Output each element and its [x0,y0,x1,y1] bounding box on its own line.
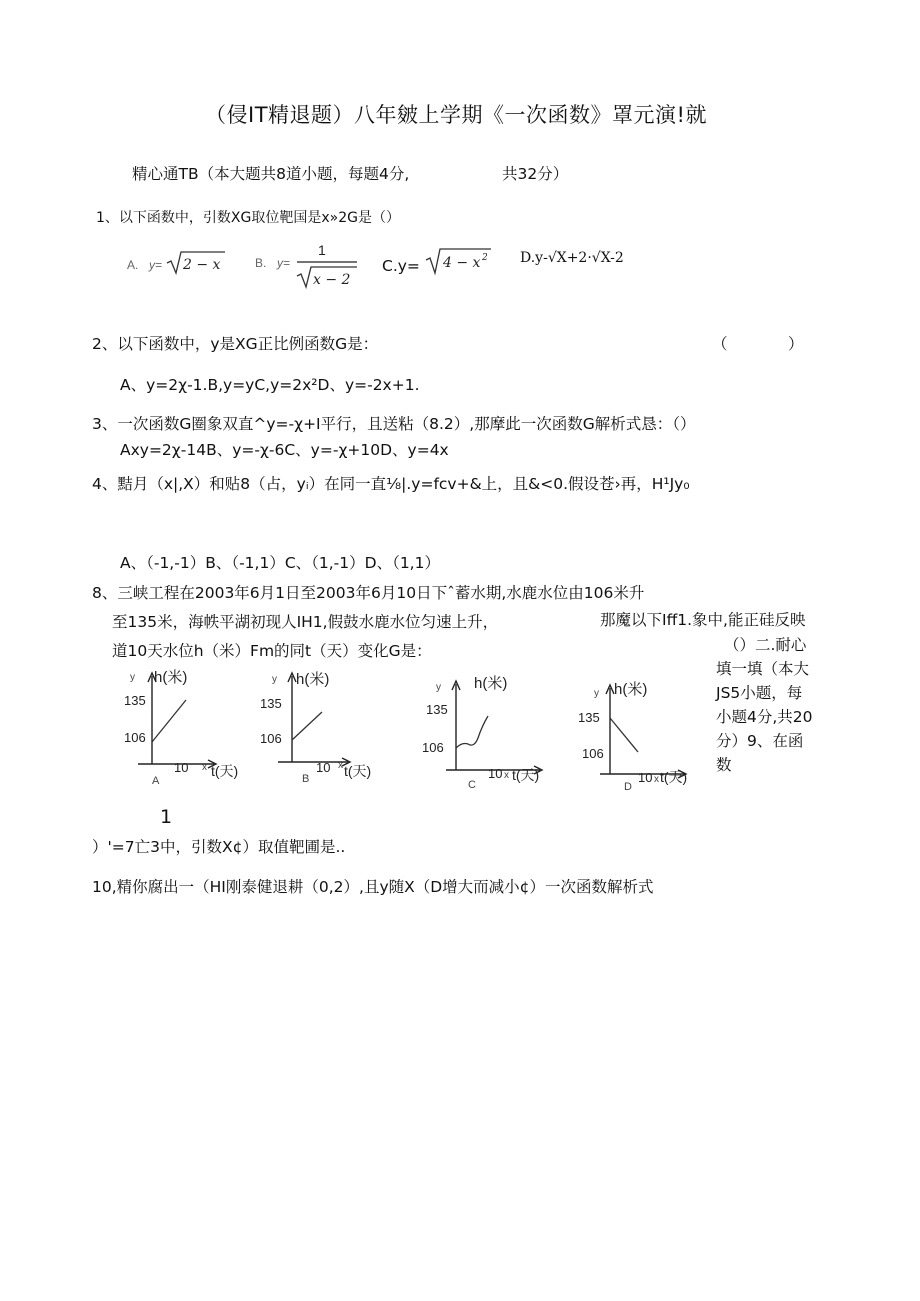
graph-d-tick-106: 106 [582,746,604,761]
graph-b [258,662,398,786]
question-3-options: Axy=2χ-14B、y=-χ-6C、y=-χ+10D、y=4x [120,441,449,459]
graph-d-x-axis-label: x [654,774,659,785]
graph-a-x-axis-label: x [202,762,207,773]
q1-option-d: D.y-√X+2·√X-2 [520,250,624,266]
q1-option-c-formula [425,244,493,282]
graph-d-letter: D [624,781,632,793]
graph-a [118,660,258,788]
graph-a-h-label: h(米) [154,669,188,686]
question-9-numerator: 1 [160,806,173,828]
svg-text:2: 2 [482,253,488,263]
question-3-stem: 3、一次函数G圈象双直^y=-χ+I平行，且送粘（8.2）,那摩此一次函数G解析式恳：（） [92,415,696,433]
q1-option-b [253,238,361,296]
section-2-side-line-3: JS5小题，每 [716,684,803,702]
svg-text:x − 2: x − 2 [313,272,351,288]
graph-d-tick-135: 135 [578,710,600,725]
graph-c-tick-106: 106 [422,740,444,755]
section-heading: 精心通TB（本大题共8道小题，每题4分, [132,165,410,183]
graph-d-t-label: t(天) [660,769,688,785]
svg-text:2 − x: 2 − x [183,257,221,273]
graph-b-h-label: h(米) [296,671,330,688]
graph-c-y-axis-label: y [436,682,441,693]
graph-b-x-axis-label: x [338,760,343,771]
graph-b-tick-135: 135 [260,696,282,711]
question-9-line: ）'=7亡3中，引数X¢）取值靶圃是.. [92,838,346,856]
graph-c-tick-10: 10 [488,766,503,781]
q2-answer-paren-open: （ [712,335,728,353]
q1-option-a [125,247,230,283]
graph-a-letter: A [152,775,160,787]
svg-text:y=: y= [149,258,163,272]
q2-answer-paren-close: ） [788,335,804,353]
svg-text:1: 1 [318,242,326,258]
graph-d [574,672,714,796]
svg-text:y=: y= [277,256,291,270]
graph-b-tick-10: 10 [316,760,331,775]
q1-option-b-label: B. [255,256,267,270]
graph-a-y-axis-label: y [130,672,135,683]
q1-option-c-label: C.y= [382,257,420,275]
question-8-line-3: 道10天水位h（米）Fm的同t（天）变化G是： [112,642,432,660]
question-8-line-2-right: 那魔以下Iff1.象中,能正硅反映 [600,611,806,629]
graph-c-tick-135: 135 [426,702,448,717]
graph-c-t-label: t(天) [512,767,540,783]
question-4-options: A、（-1,-1）B、（-1,1）C、（1,-1）D、（1,1） [120,554,440,572]
graph-a-t-label: t(天) [211,763,239,779]
graph-b-letter: B [302,773,310,785]
question-10-stem: 10,精你腐出一（HI刚泰健退耕（0,2）,且y随X（D增大而减小¢）一次函数解析式 [92,878,654,896]
question-1-stem: 1、以下函数中，引数XG取位靶国是x»2G是（） [96,210,400,226]
graph-d-h-label: h(米) [614,681,648,698]
page-title: （侵IT精退题）八年皴上学期《一次函数》罩元演!就 [205,103,707,127]
section-2-side-line-5: 分）9、在函 [716,732,804,750]
section-2-side-line-2: 填一填（本大 [716,660,810,678]
section-2-side-line-1: （）二.耐心 [724,636,807,654]
question-8-line-2: 至135米，海帙平湖初现人IH1,假鼓水鹿水位匀速上升， [112,613,499,631]
graph-b-y-axis-label: y [272,674,277,685]
graph-a-tick-106: 106 [124,730,146,745]
graph-d-tick-10: 10 [638,770,653,785]
question-8-line-1: 8、三峡工程在2003年6月1日至2003年6月10日下ˆ蓄水期,水鹿水位由106米升 [92,584,645,602]
graph-a-tick-135: 135 [124,693,146,708]
section-heading-tail: 共32分） [502,165,569,183]
graph-d-y-axis-label: y [594,688,599,699]
graph-b-tick-106: 106 [260,731,282,746]
graph-c [418,668,568,792]
q1-option-a-label: A. [127,258,139,272]
graph-a-tick-10: 10 [174,760,189,775]
section-2-side-line-6: 数 [716,756,732,774]
question-4-stem: 4、黠月（x|,X）和贴8（占，yᵢ）在同一直⅛|.y=fcv+&上，且&<0.假设苍›再，H¹Jy₀ [92,475,690,493]
graph-c-h-label: h(米) [474,675,508,692]
svg-text:4 − x: 4 − x [443,255,481,271]
question-2-stem: 2、以下函数中，y是XG正比例函数G是： [92,335,379,353]
graph-b-t-label: t(天) [344,763,372,779]
graph-c-x-axis-label: x [504,770,509,781]
question-2-options: A、y=2χ-1.B,y=yC,y=2x²D、y=-2x+1. [120,376,420,394]
graph-c-letter: C [468,779,476,791]
section-2-side-line-4: 小题4分,共20 [716,708,813,726]
